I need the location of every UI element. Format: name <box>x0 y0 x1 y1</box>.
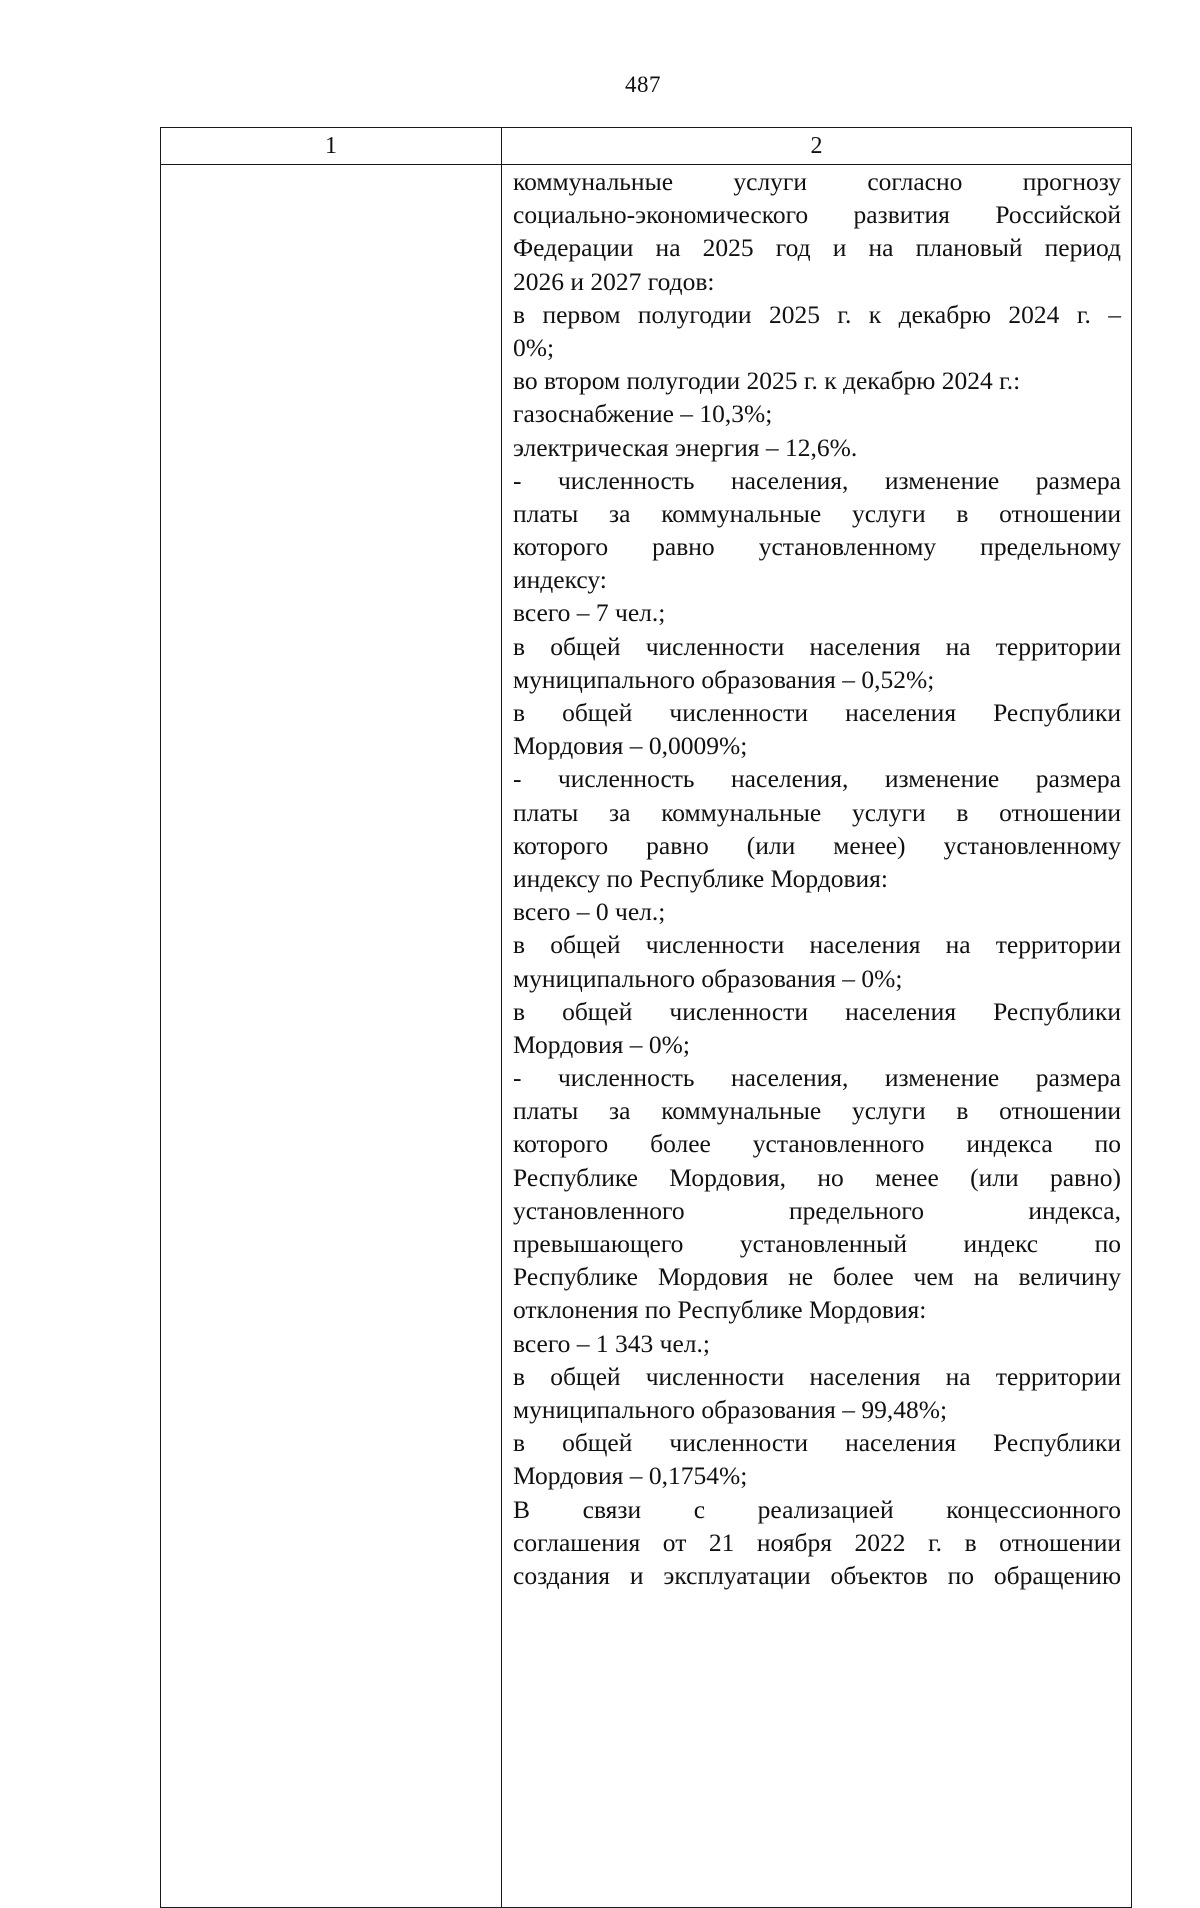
text-line: - численность населения, изменение размера <box>513 1063 1121 1093</box>
text-line: во втором полугодии 2025 г. к декабрю 2024 г.: <box>513 366 1021 396</box>
text-line: Федерации на 2025 год и на плановый период <box>513 233 1121 263</box>
document-table <box>160 127 1132 1908</box>
text-line: Республике Мордовия не более чем на величину <box>513 1262 1121 1292</box>
text-line: в общей численности населения на территории <box>513 1361 1121 1391</box>
text-line: - численность населения, изменение размера <box>513 465 1121 495</box>
text-line: в первом полугодии 2025 г. к декабрю 2024 г. – <box>513 299 1121 329</box>
text-line: муниципального образования – 0,52%; <box>513 664 935 694</box>
text-line: которого равно (или менее) установленному <box>513 830 1121 860</box>
text-line: в общей численности населения Республики <box>513 1428 1121 1458</box>
text-line: платы за коммунальные услуги в отношении <box>513 797 1121 827</box>
text-line: соглашения от 21 ноября 2022 г. в отношении <box>513 1527 1121 1557</box>
column-2-cell <box>513 165 1121 1592</box>
text-line: отклонения по Республике Мордовия: <box>513 1295 927 1325</box>
text-line: муниципального образования – 0%; <box>513 963 903 993</box>
text-line: в общей численности населения на территории <box>513 930 1121 960</box>
text-line: газоснабжение – 10,3%; <box>513 399 773 429</box>
column-header-2: 2 <box>810 133 823 159</box>
text-line: всего – 0 чел.; <box>513 897 666 927</box>
text-line: установленного предельного индекса, <box>513 1195 1121 1225</box>
text-line: которого более установленного индекса по <box>513 1129 1121 1159</box>
text-line: Республике Мордовия, но менее (или равно) <box>513 1162 1121 1192</box>
text-line: всего – 7 чел.; <box>513 598 666 628</box>
text-line: которого равно установленному предельному <box>513 532 1121 562</box>
text-line: в общей численности населения на территории <box>513 631 1121 661</box>
text-line: индексу: <box>513 565 607 595</box>
text-line: всего – 1 343 чел.; <box>513 1328 710 1358</box>
text-line: Мордовия – 0,1754%; <box>513 1461 748 1491</box>
text-line: создания и эксплуатации объектов по обращению <box>513 1560 1121 1590</box>
column-header-1: 1 <box>325 133 337 159</box>
text-line: 0%; <box>513 332 555 362</box>
text-line: В связи с реализацией концессионного <box>513 1494 1121 1524</box>
text-line: индексу по Республике Мордовия: <box>513 863 888 893</box>
page-number: 487 <box>625 72 661 97</box>
text-line: платы за коммунальные услуги в отношении <box>513 498 1121 528</box>
table-header-row <box>161 128 1131 165</box>
text-line: Мордовия – 0,0009%; <box>513 731 748 761</box>
text-line: коммунальные услуги согласно прогнозу <box>513 167 1121 196</box>
text-line: в общей численности населения Республики <box>513 996 1121 1026</box>
text-line: электрическая энергия – 12,6%. <box>513 432 858 462</box>
column-divider <box>501 128 502 1907</box>
text-line: 2026 и 2027 годов: <box>513 266 715 296</box>
text-line: муниципального образования – 99,48%; <box>513 1394 948 1424</box>
text-line: в общей численности населения Республики <box>513 698 1121 727</box>
text-line: превышающего установленный индекс по <box>513 1229 1121 1258</box>
text-line: платы за коммунальные услуги в отношении <box>513 1096 1121 1126</box>
text-line: - численность населения, изменение размера <box>513 764 1121 794</box>
text-line: Мордовия – 0%; <box>513 1029 690 1059</box>
text-line: социально-экономического развития Российской <box>513 200 1121 230</box>
